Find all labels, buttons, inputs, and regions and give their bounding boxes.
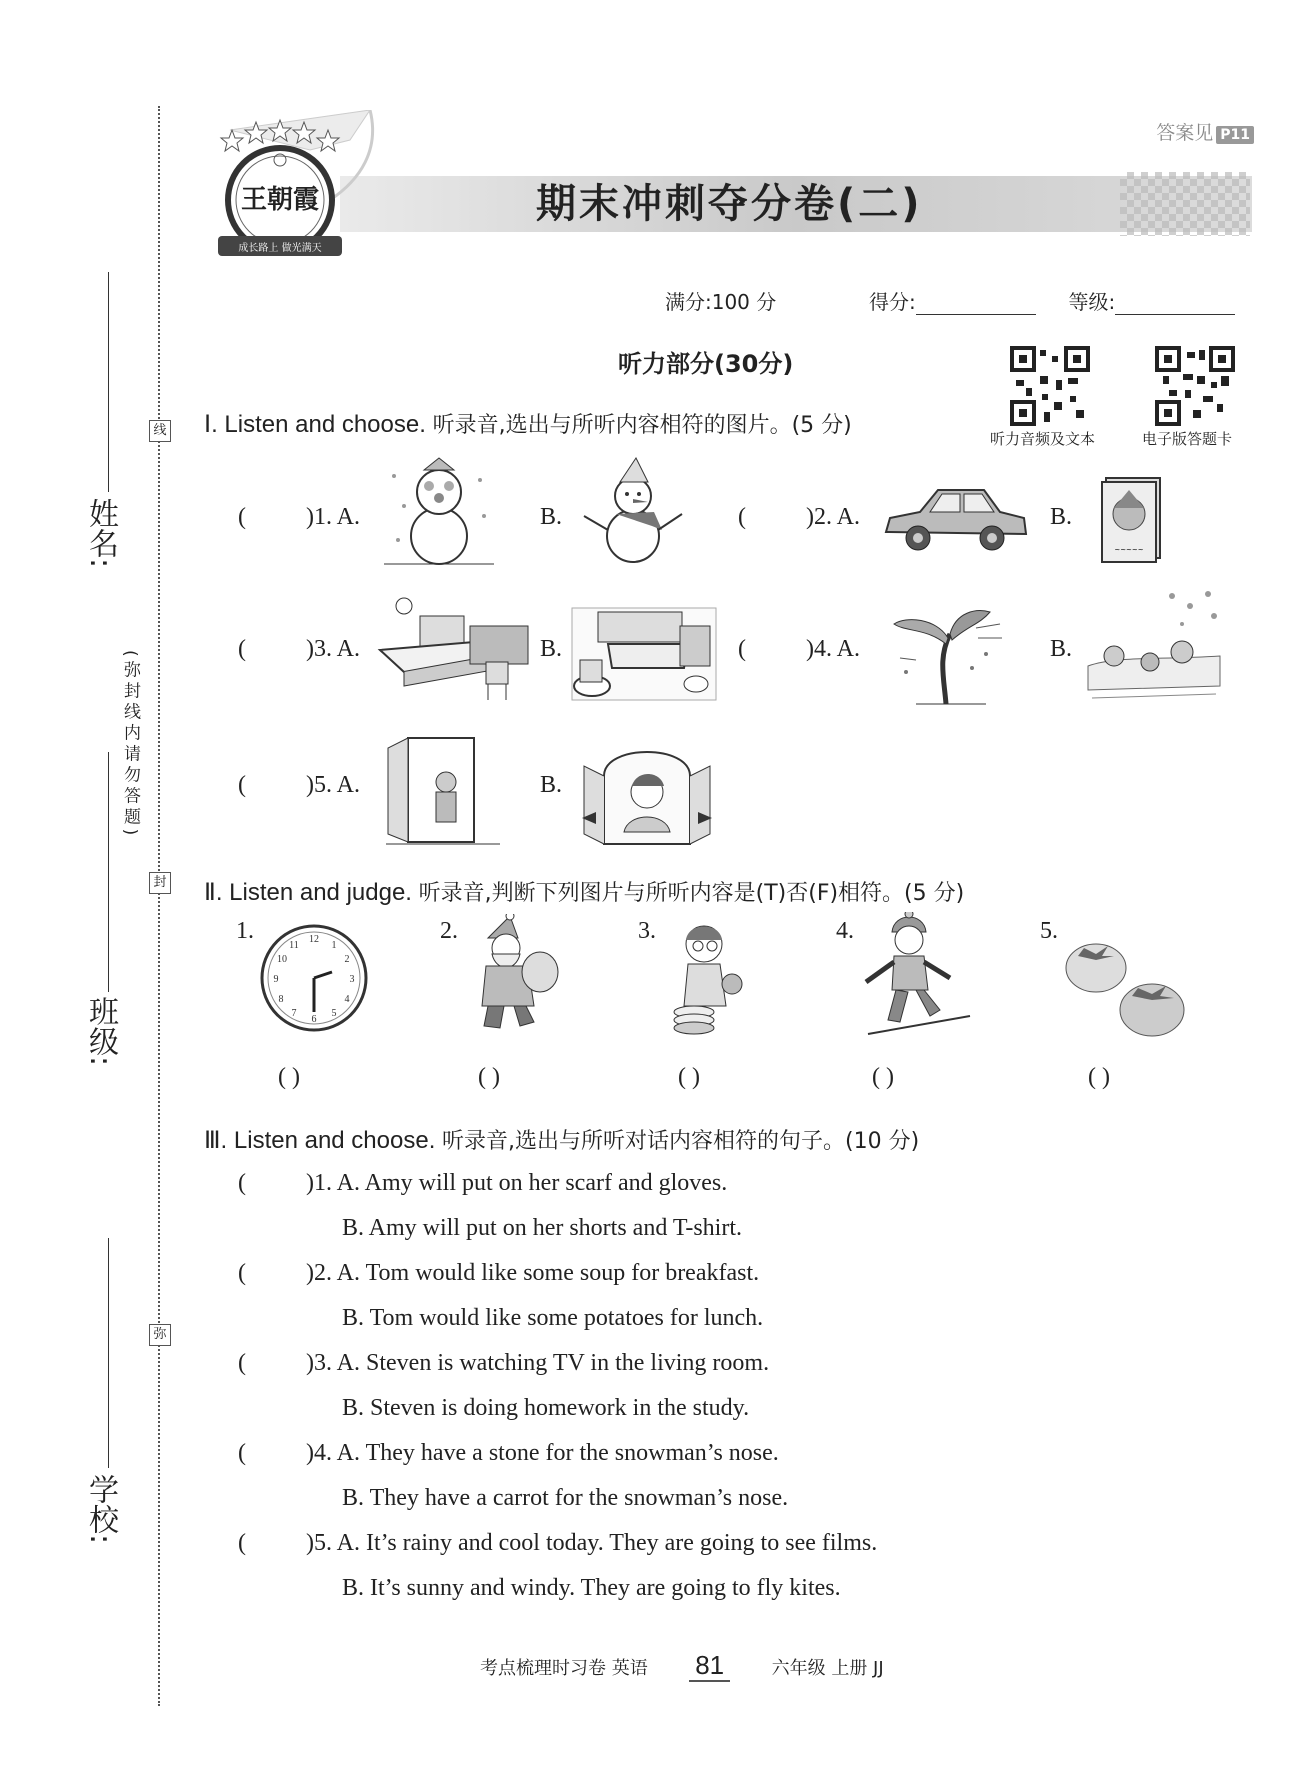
svg-text:9: 9: [273, 974, 279, 985]
clock-picture[interactable]: [258, 922, 370, 1034]
s1-q5-b-label: B.: [540, 772, 563, 798]
score-row: [665, 286, 1235, 315]
s3-q1-option-a: )1. A. Amy will put on her scarf and gloves.: [306, 1170, 728, 1196]
s2-label-2: 2.: [440, 918, 458, 944]
qr-audio-icon[interactable]: [1010, 346, 1090, 426]
s1-q5-paren[interactable]: (: [238, 772, 246, 798]
snowman-b-picture[interactable]: [578, 454, 688, 566]
s1-q3-paren[interactable]: (: [238, 636, 246, 662]
listening-part-title: 听力部分(30分): [618, 350, 794, 378]
s3-q5-option-b: B. It’s sunny and windy. They are going to fly kites.: [342, 1575, 841, 1601]
banner-checker-decoration: [1120, 172, 1250, 236]
qr-card-icon[interactable]: [1155, 346, 1235, 426]
svg-text:1: 1: [331, 940, 337, 951]
svg-text:8: 8: [278, 994, 284, 1005]
s1-q1-b-label: B.: [540, 504, 563, 530]
paper-title: 期末冲刺夺分卷(二): [536, 181, 923, 227]
bathroom-picture[interactable]: [568, 604, 720, 704]
cut-mark-mi: 弥: [149, 1324, 171, 1346]
grade-blank[interactable]: [1115, 314, 1235, 315]
full-score: 满分:100 分: [665, 290, 777, 314]
s1-q4-paren[interactable]: (: [738, 636, 746, 662]
s2-answer-3[interactable]: ( ): [678, 1064, 700, 1090]
s2-answer-1[interactable]: ( ): [278, 1064, 300, 1090]
open-window-picture[interactable]: [578, 736, 716, 848]
svg-text:4: 4: [344, 994, 350, 1005]
s3-q3-paren[interactable]: (: [238, 1350, 246, 1376]
class-line: [108, 752, 109, 992]
s1-q4-label: )4. A.: [806, 636, 860, 662]
s3-q2-option-a: )2. A. Tom would like some soup for breakfast.: [306, 1260, 760, 1286]
svg-text:3: 3: [349, 974, 355, 985]
s3-q3-option-a: )3. A. Steven is watching TV in the living room.: [306, 1350, 770, 1376]
section-3-title: Ⅲ. Listen and choose. 听录音,选出与所听对话内容相符的句子。(10 分): [204, 1127, 920, 1154]
svg-text:7: 7: [291, 1008, 297, 1019]
school-label: 学校:: [83, 1474, 118, 1545]
s3-q4-option-b: B. They have a carrot for the snowman’s nose.: [342, 1485, 789, 1511]
page-number: 81: [689, 1650, 730, 1682]
section-1-title: Ⅰ. Listen and choose. 听录音,选出与所听内容相符的图片。(5 分): [204, 411, 852, 438]
s3-q4-paren[interactable]: (: [238, 1440, 246, 1466]
binding-dotted-line: [158, 106, 160, 1706]
windy-tree-picture[interactable]: [886, 598, 1006, 706]
s3-q5-paren[interactable]: (: [238, 1530, 246, 1556]
s3-q1-paren[interactable]: (: [238, 1170, 246, 1196]
grade-label: 等级:: [1068, 290, 1116, 314]
christmas-card-picture[interactable]: [1100, 474, 1164, 564]
s1-q1-label: )1. A.: [306, 504, 360, 530]
svg-text:~~~~~: ~~~~~: [1114, 546, 1144, 554]
logo-slogan: 成长路上 做光满天: [238, 243, 322, 254]
footer-book-title: 考点梳理时习卷 英语: [480, 1658, 648, 1679]
qr-audio-caption: 听力音频及文本: [990, 430, 1096, 448]
s3-q3-option-b: B. Steven is doing homework in the study.: [342, 1395, 750, 1421]
s3-q1-option-b: B. Amy will put on her shorts and T-shirt.: [342, 1215, 743, 1241]
tomatoes-picture[interactable]: [1062, 938, 1190, 1042]
snowman-a-picture[interactable]: [384, 456, 494, 566]
s3-q2-paren[interactable]: (: [238, 1260, 246, 1286]
cut-mark-seal: 封: [149, 872, 171, 894]
brand-logo: [190, 110, 390, 260]
s1-q1-paren[interactable]: (: [238, 504, 246, 530]
section-2-title: Ⅱ. Listen and judge. 听录音,判断下列图片与所听内容是(T)否(F)相符。(5 分): [204, 879, 965, 906]
svg-text:10: 10: [277, 954, 287, 965]
name-label: 姓名:: [83, 498, 118, 569]
s1-q5-label: )5. A.: [306, 772, 360, 798]
open-door-picture[interactable]: [384, 734, 504, 848]
s3-q4-option-a: )4. A. They have a stone for the snowman’s nose.: [306, 1440, 779, 1466]
snow-scene-picture[interactable]: [1086, 586, 1222, 708]
santa-picture[interactable]: [458, 914, 568, 1036]
s1-q4-b-label: B.: [1050, 636, 1073, 662]
footer-grade: 六年级 上册 JJ: [771, 1658, 884, 1679]
s2-label-3: 3.: [638, 918, 656, 944]
svg-text:5: 5: [331, 1008, 337, 1019]
s2-answer-4[interactable]: ( ): [872, 1064, 894, 1090]
cut-mark-line: 线: [149, 420, 171, 442]
s3-q5-option-a: )5. A. It’s rainy and cool today. They are going to see films.: [306, 1530, 878, 1556]
s2-label-4: 4.: [836, 918, 854, 944]
s1-q3-label: )3. A.: [306, 636, 360, 662]
svg-text:12: 12: [309, 934, 319, 945]
boy-eating-picture[interactable]: [660, 914, 756, 1036]
bedroom-picture[interactable]: [374, 592, 534, 704]
s3-q2-option-b: B. Tom would like some potatoes for lunch.: [342, 1305, 764, 1331]
logo-text: 王朝霞: [240, 185, 320, 215]
s2-label-5: 5.: [1040, 918, 1058, 944]
car-picture[interactable]: [880, 480, 1030, 560]
s1-q2-paren[interactable]: (: [738, 504, 746, 530]
qr-card-caption: 电子版答题卡: [1142, 430, 1233, 448]
skating-boy-picture[interactable]: [858, 912, 974, 1038]
school-line: [108, 1238, 109, 1468]
seal-line-note: (弥封线内请勿答题): [120, 650, 140, 840]
answer-reference: 答案见 P11: [1156, 118, 1254, 145]
s1-q2-label: )2. A.: [806, 504, 860, 530]
score-blank[interactable]: [916, 314, 1036, 315]
score-label: 得分:: [869, 290, 916, 314]
svg-text:6: 6: [311, 1014, 317, 1025]
s2-answer-5[interactable]: ( ): [1088, 1064, 1110, 1090]
svg-text:2: 2: [344, 954, 350, 965]
svg-text:11: 11: [289, 940, 299, 951]
s1-q2-b-label: B.: [1050, 504, 1073, 530]
s1-q3-b-label: B.: [540, 636, 563, 662]
s2-label-1: 1.: [236, 918, 254, 944]
page-footer: [480, 1650, 884, 1681]
class-label: 班级:: [83, 996, 118, 1067]
s2-answer-2[interactable]: ( ): [478, 1064, 500, 1090]
name-line: [108, 272, 109, 492]
